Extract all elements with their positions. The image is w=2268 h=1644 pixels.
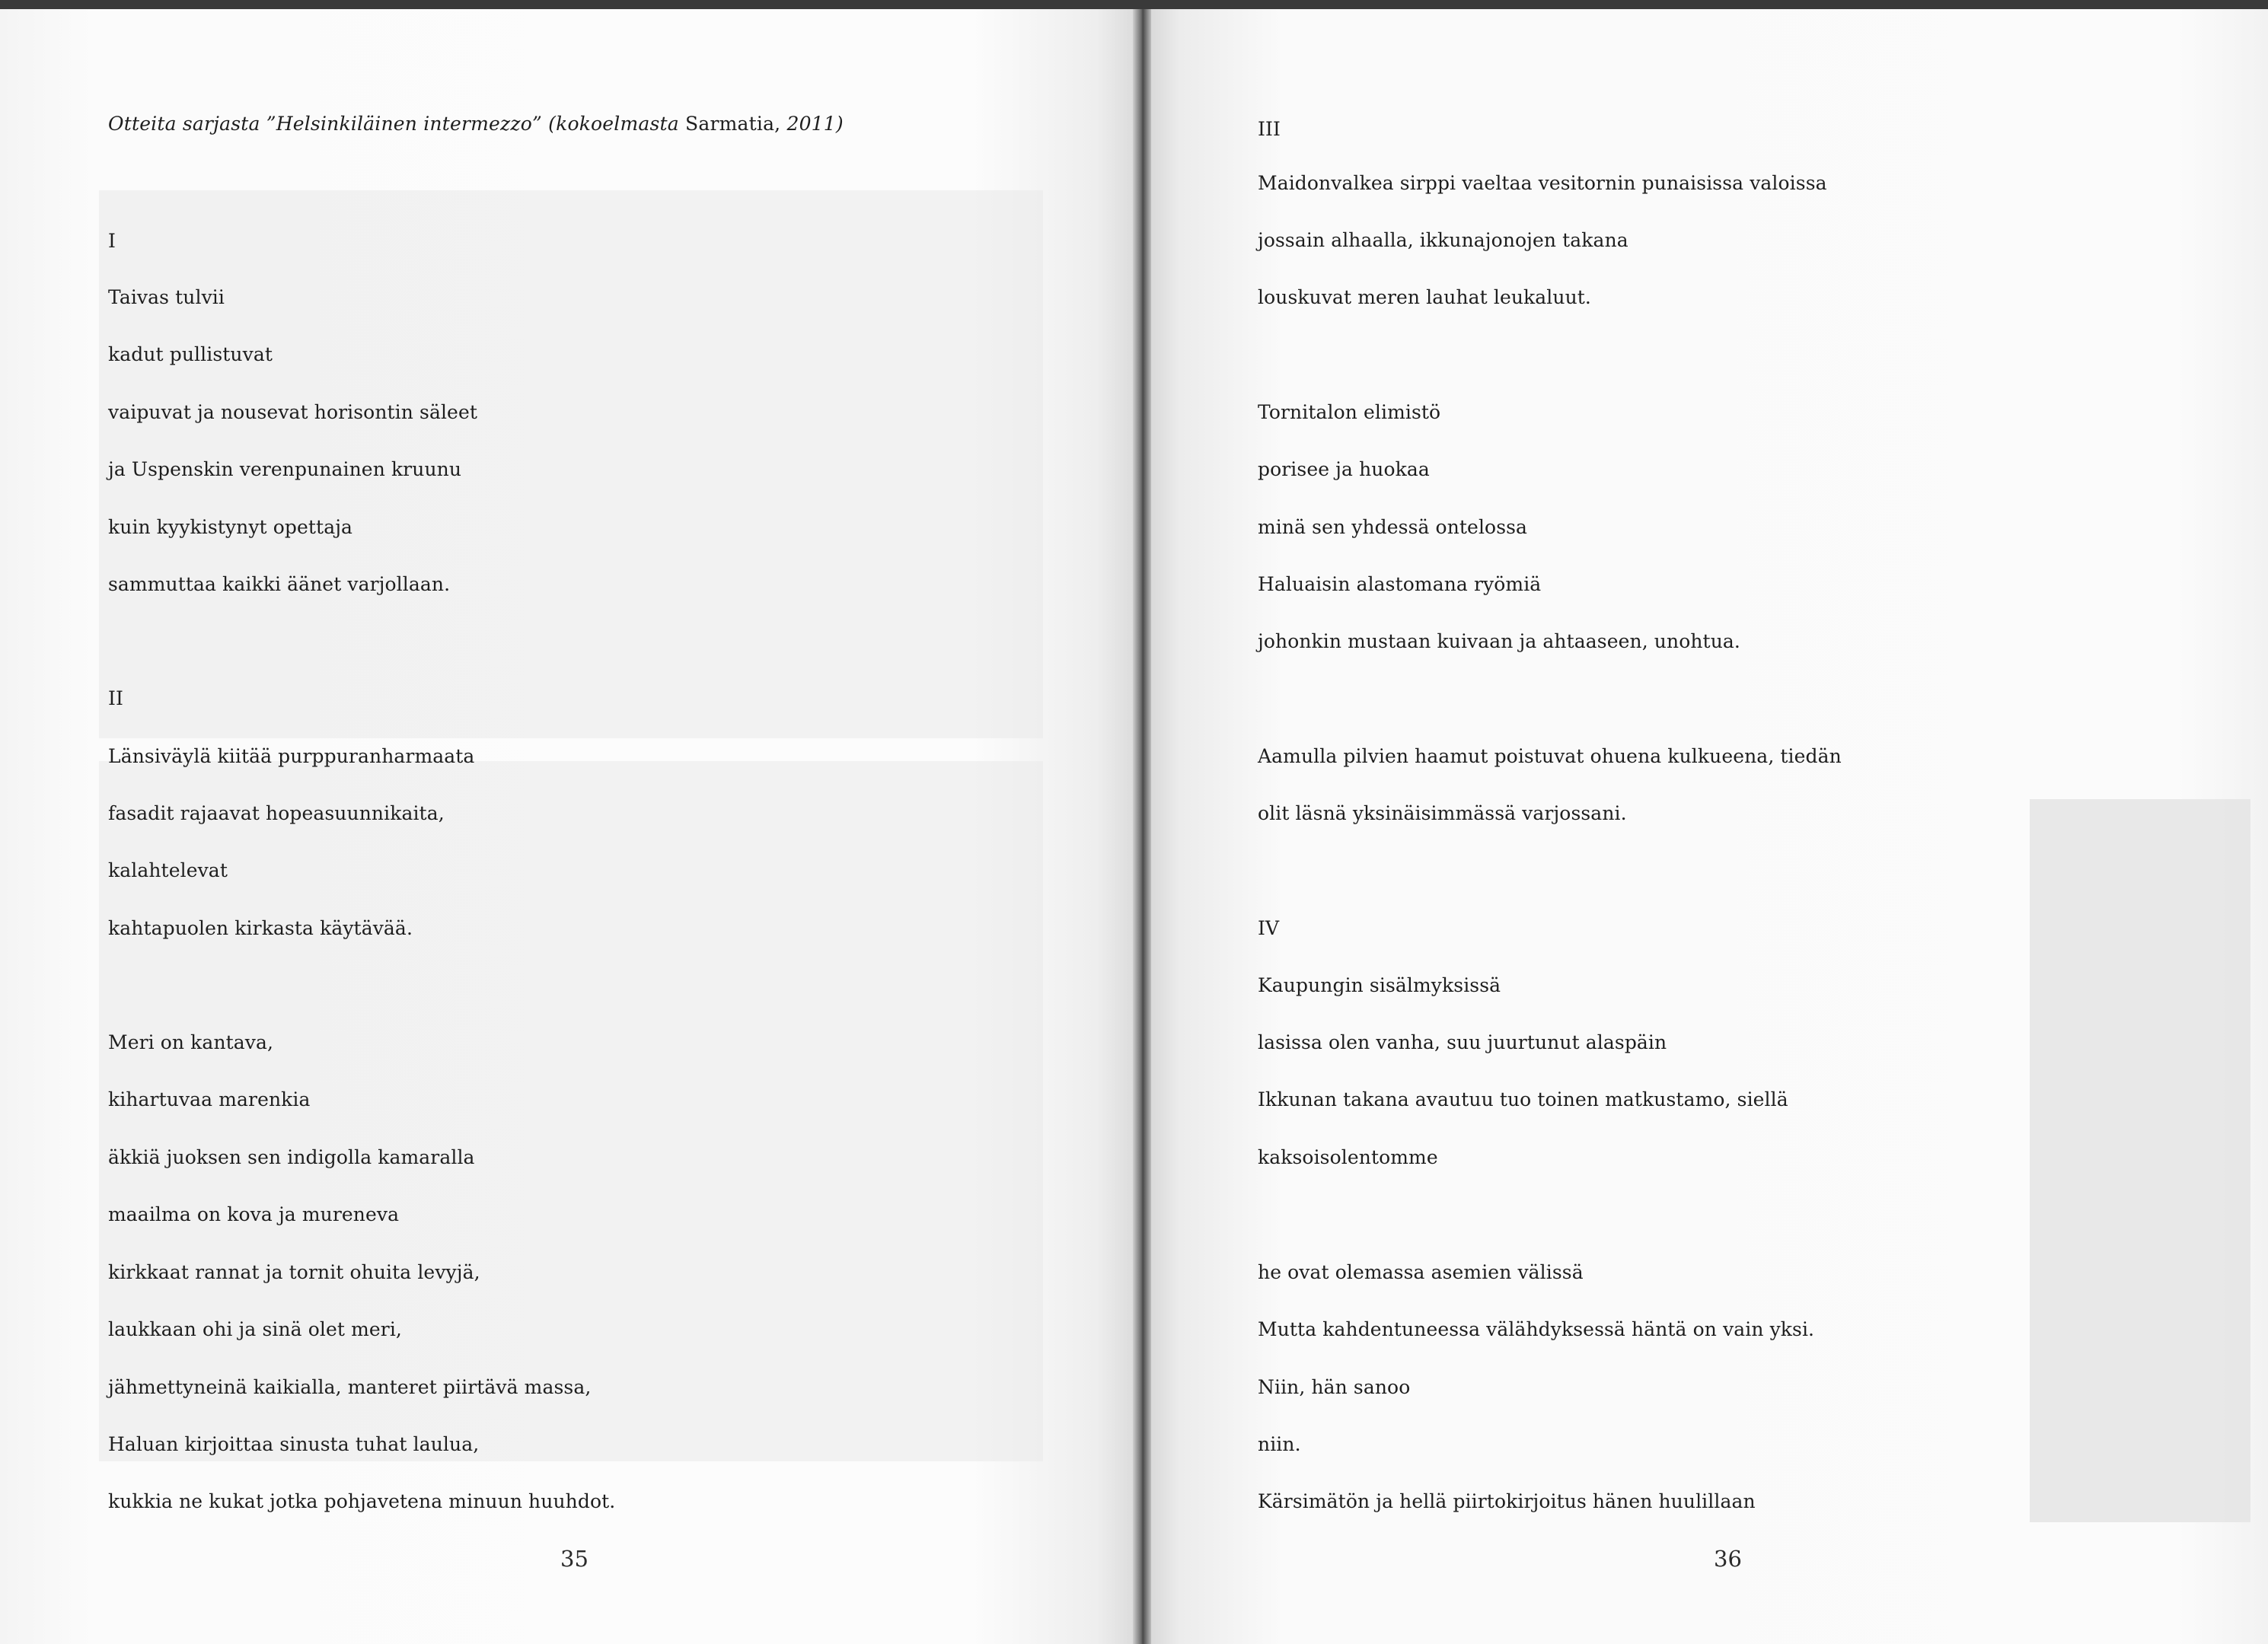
poem-line: he ovat olemassa asemien välissä bbox=[1258, 1261, 1584, 1283]
poem-line: olit läsnä yksinäisimmässä varjossani. bbox=[1258, 802, 1627, 824]
poem-line: maailma on kova ja mureneva bbox=[108, 1203, 400, 1225]
poem-line: ja Uspenskin verenpunainen kruunu bbox=[108, 458, 462, 480]
right-page bbox=[1147, 0, 2268, 1644]
poem-line: Meri on kantava, bbox=[108, 1031, 274, 1053]
poem-line: Kärsimätön ja hellä piirtokirjoitus hänen huulillaan bbox=[1258, 1490, 1756, 1512]
book-gutter bbox=[1133, 0, 1151, 1644]
section-numeral: IV bbox=[1258, 917, 1280, 939]
poem-line: Haluan kirjoittaa sinusta tuhat laulua, bbox=[108, 1433, 480, 1455]
poem-line: fasadit rajaavat hopeasuunnikaita, bbox=[108, 802, 445, 824]
poem-line: Maidonvalkea sirppi vaeltaa vesitornin punaisissa valoissa bbox=[1258, 172, 1827, 194]
poem-line: Mutta kahdentuneessa välähdyksessä häntä on vain yksi. bbox=[1258, 1318, 1815, 1340]
title-italic: Otteita sarjasta ”Helsinkiläinen intermezzo” (kokoelmasta bbox=[108, 113, 686, 135]
poem-line: louskuvat meren lauhat leukaluut. bbox=[1258, 286, 1591, 308]
poem-line: Länsiväylä kiitää purppuranharmaata bbox=[108, 745, 475, 767]
page-number: 36 bbox=[1714, 1546, 1742, 1572]
poem-line: lasissa olen vanha, suu juurtunut alaspäin bbox=[1258, 1031, 1667, 1053]
poem-line: kirkkaat rannat ja tornit ohuita levyjä, bbox=[108, 1261, 480, 1283]
page-number: 35 bbox=[560, 1546, 589, 1572]
poem-line: Kaupungin sisälmyksissä bbox=[1258, 974, 1501, 996]
poem-line: äkkiä juoksen sen indigolla kamaralla bbox=[108, 1146, 475, 1168]
poem-line: Tornitalon elimistö bbox=[1258, 401, 1441, 423]
poem-line: jähmettyneinä kaikialla, manteret piirtävä massa, bbox=[108, 1376, 592, 1398]
poem-line: kihartuvaa marenkia bbox=[108, 1088, 311, 1110]
poem-line: vaipuvat ja nousevat horisontin säleet bbox=[108, 401, 477, 423]
poem-line: Aamulla pilvien haamut poistuvat ohuena kulkueena, tiedän bbox=[1258, 745, 1842, 767]
poem-line: laukkaan ohi ja sinä olet meri, bbox=[108, 1318, 402, 1340]
poem-line: johonkin mustaan kuivaan ja ahtaaseen, unohtua. bbox=[1258, 630, 1740, 652]
poem-line: kahtapuolen kirkasta käytävää. bbox=[108, 917, 413, 939]
title-year: 2011) bbox=[786, 113, 844, 135]
title-collection-name: Sarmatia, bbox=[685, 113, 787, 135]
poem-line: kalahtelevat bbox=[108, 859, 228, 881]
poem-line: Ikkunan takana avautuu tuo toinen matkustamo, siellä bbox=[1258, 1088, 1788, 1110]
poem-line: Haluaisin alastomana ryömiä bbox=[1258, 573, 1542, 595]
poem-line: kuin kyykistynyt opettaja bbox=[108, 516, 353, 538]
section-numeral: I bbox=[108, 230, 116, 252]
poem-line: niin. bbox=[1258, 1433, 1301, 1455]
poem-line: minä sen yhdessä ontelossa bbox=[1258, 516, 1528, 538]
poem-line: kaksoisolentomme bbox=[1258, 1146, 1438, 1168]
poem-line: sammuttaa kaikki äänet varjollaan. bbox=[108, 573, 451, 595]
section-numeral: III bbox=[1258, 118, 1281, 140]
poem-line: kukkia ne kukat jotka pohjavetena minuun huuhdot. bbox=[108, 1490, 616, 1512]
scan-edge bbox=[0, 0, 2268, 9]
poem-line: porisee ja huokaa bbox=[1258, 458, 1430, 480]
show-through-area bbox=[99, 761, 1043, 1461]
poem-line: jossain alhaalla, ikkunajonojen takana bbox=[1258, 229, 1628, 251]
show-through-area bbox=[2030, 799, 2250, 1522]
poem-series-title bbox=[108, 113, 844, 135]
poem-line: Taivas tulvii bbox=[108, 286, 225, 308]
poem-line: Niin, hän sanoo bbox=[1258, 1376, 1411, 1398]
poem-line: kadut pullistuvat bbox=[108, 343, 273, 365]
section-numeral: II bbox=[108, 687, 123, 709]
